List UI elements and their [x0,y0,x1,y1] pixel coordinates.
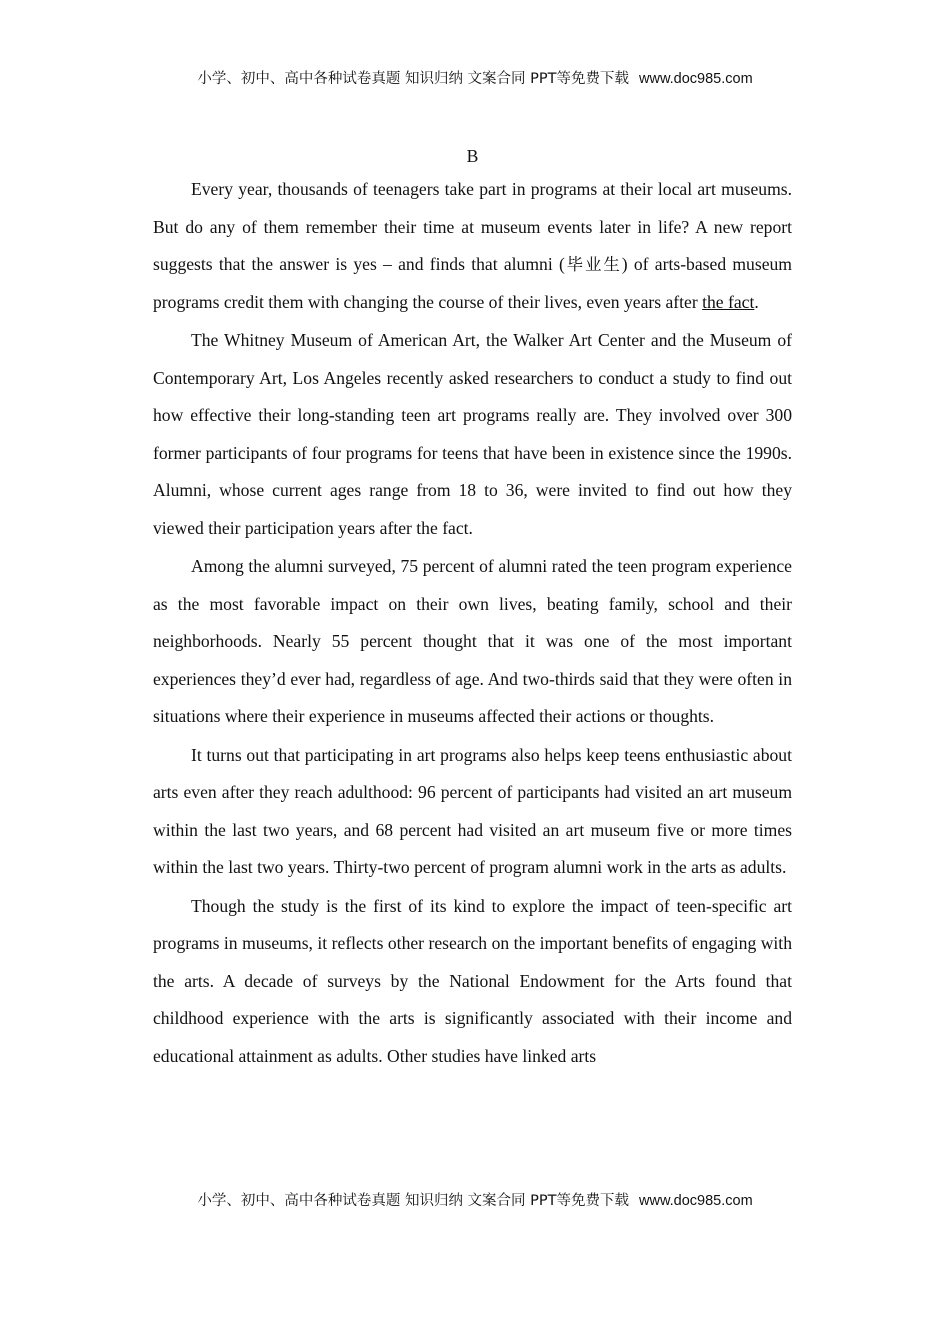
underlined-phrase: the fact [702,291,755,312]
paragraph-4: It turns out that participating in art programs also helps keep teens enthusiastic about arts even after they reach adulthood: 96 percent of participants had visited an art museum within the last two years, and 68 percent had visited an art museum five or more times within the last two years. Thirty-two percent of program alumni work in the arts as adults. [153,744,792,877]
paragraph-1-part3: . [754,291,759,312]
footer-text: 小学、初中、高中各种试卷真题 知识归纳 文案合同 PPT等免费下载 [197,1193,630,1209]
header-text: 小学、初中、高中各种试卷真题 知识归纳 文案合同 PPT等免费下载 [197,71,630,87]
paragraph-1 [153,171,792,321]
header-url: www.doc985.com [639,71,753,87]
article-body [153,142,792,1076]
alumni-gloss: 毕业生 [564,255,622,274]
page-footer [0,1189,950,1210]
footer-url: www.doc985.com [639,1193,753,1209]
paragraph-2: The Whitney Museum of American Art, the Walker Art Center and the Museum of Contemporary Art, Los Angeles recently asked researchers to conduct a study to find out how effective their long-standing teen art programs really are. They involved over 300 former participants of four programs for teens that have been in existence since the 1990s. Alumni, whose current ages range from 18 to 36, were invited to find out how they viewed their participation years after the fact. [153,330,792,538]
paragraph-1-part1: Every year, thousands of teenagers take part in programs at their local art museums. But do any of them remember their time at museum events later in life? A new report suggests that the answer is yes – and finds that alumni ( [153,179,792,274]
section-label: B [466,146,479,166]
page-header [0,67,950,88]
paragraph-5: Though the study is the first of its kind to explore the impact of teen-specific art programs in museums, it reflects other research on the important benefits of engaging with the arts. A decade of surveys by the National Endowment for the Arts found that childhood experience with the arts is significantly associated with their income and educational attainment as adults. Other studies have linked arts [153,895,792,1066]
paragraph-3: Among the alumni surveyed, 75 percent of alumni rated the teen program experience as the most favorable impact on their own lives, beating family, school and their neighborhoods. Nearly 55 percent thought that it was one of the most important experiences they’d ever had, regardless of age. And two-thirds said that they were often in situations where their experience in museums affected their actions or thoughts. [153,556,792,726]
paragraph-1-part2: ) of arts-based museum programs credit them with changing the course of their lives, even years after [153,254,792,312]
